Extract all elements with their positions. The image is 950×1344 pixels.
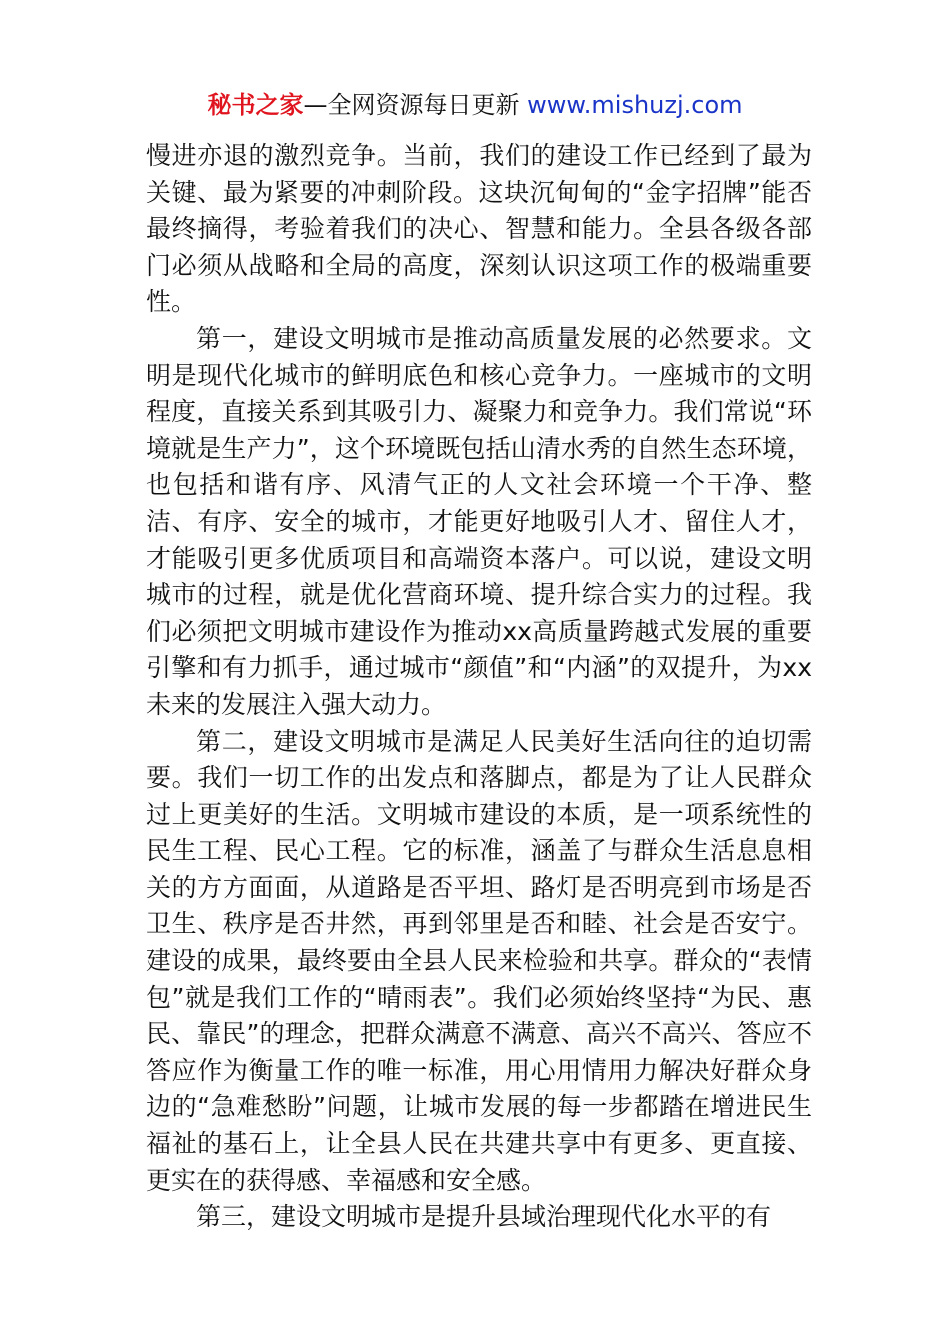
header-brand: 秘书之家 <box>207 91 304 119</box>
page-header <box>0 88 950 122</box>
header-website-link[interactable]: www.mishuzj.com <box>527 91 743 119</box>
paragraph-point-one: 第一，建设文明城市是推动高质量发展的必然要求。文明是现代化城市的鲜明底色和核心竞争力。一座城市的文明程度，直接关系到其吸引力、凝聚力和竞争力。我们常说“环境就是生产力”，这个环境既包括山清水秀的自然生态环境，也包括和谐有序、风清气正的人文社会环境一个干净、整洁、有序、安全的城市，才能更好地吸引人才、留住人才，才能吸引更多优质项目和高端资本落户。可以说，建设文明城市的过程，就是优化营商环境、提升综合实力的过程。我们必须把文明城市建设作为推动xx高质量跨越式发展的重要引擎和有力抓手，通过城市“颜值”和“内涵”的双提升，为xx未来的发展注入强大动力。 <box>146 323 812 719</box>
document-body <box>146 138 812 1236</box>
header-tagline: —全网资源每日更新 <box>303 91 528 119</box>
paragraph-point-three: 第三，建设文明城市是提升县域治理现代化水平的有 <box>196 1202 772 1232</box>
paragraph-point-two: 第二，建设文明城市是满足人民美好生活向往的迫切需要。我们一切工作的出发点和落脚点，都是为了让人民群众过上更美好的生活。文明城市建设的本质，是一项系统性的民生工程、民心工程。它的标准，涵盖了与群众生活息息相关的方方面面，从道路是否平坦、路灯是否明亮到市场是否卫生、秩序是否井然，再到邻里是否和睦、社会是否安宁。建设的成果，最终要由全县人民来检验和共享。群众的“表情包”就是我们工作的“晴雨表”。我们必须始终坚持“为民、惠民、靠民”的理念，把群众满意不满意、高兴不高兴、答应不答应作为衡量工作的唯一标准，用心用情用力解决好群众身边的“急难愁盼”问题，让城市发展的每一步都踏在增进民生福祉的基石上，让全县人民在共建共享中有更多、更直接、更实在的获得感、幸福感和安全感。 <box>146 726 812 1195</box>
paragraph-continuation: 慢进亦退的激烈竞争。当前，我们的建设工作已经到了最为关键、最为紧要的冲刺阶段。这块沉甸甸的“金字招牌”能否最终摘得，考验着我们的决心、智慧和能力。全县各级各部门必须从战略和全局的高度，深刻认识这项工作的极端重要性。 <box>146 141 812 317</box>
